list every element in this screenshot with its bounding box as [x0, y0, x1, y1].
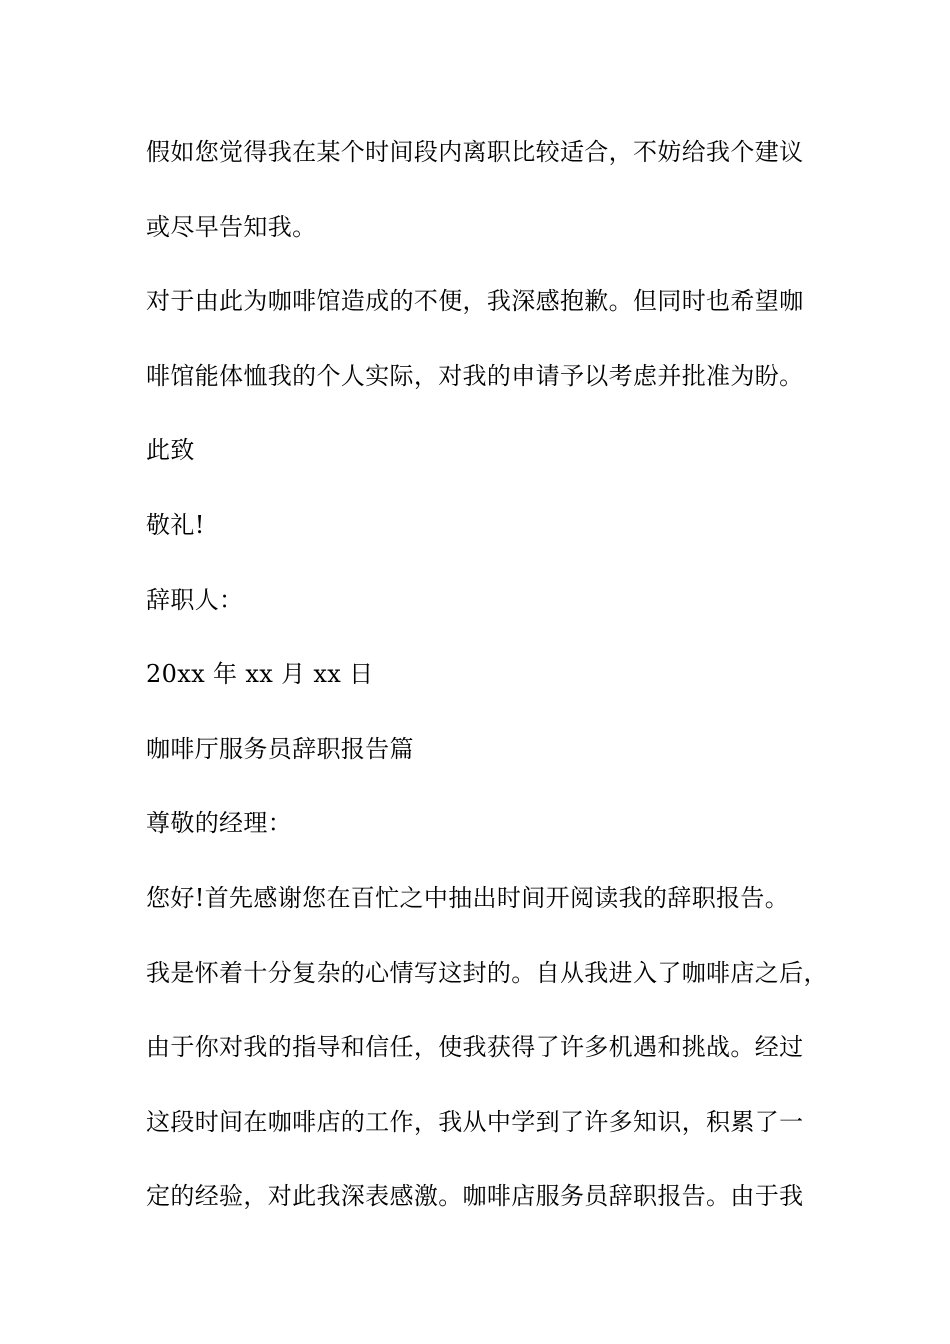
salutation: 尊敬的经理： — [146, 809, 293, 837]
closing-regards: 敬礼! — [146, 511, 205, 539]
text-line: 对于由此为咖啡馆造成的不便，我深感抱歉。但同时也希望咖 — [146, 287, 804, 315]
text-line: 定的经验，对此我深表感激。咖啡店服务员辞职报告。由于我 — [146, 1182, 804, 1210]
signatory-label: 辞职人： — [146, 586, 244, 614]
text-line: 我是怀着十分复杂的心情写这封的。自从我进入了咖啡店之后， — [146, 959, 828, 987]
text-line: 或尽早告知我。 — [146, 213, 317, 241]
text-line: 您好!首先感谢您在百忙之中抽出时间开阅读我的辞职报告。 — [146, 884, 790, 912]
text-line: 啡馆能体恤我的个人实际，对我的申请予以考虑并批准为盼。 — [146, 362, 804, 390]
closing-salutation: 此致 — [146, 436, 195, 464]
text-line: 由于你对我的指导和信任，使我获得了许多机遇和挑战。经过 — [146, 1033, 804, 1061]
date-line: 20xx 年 xx 月 xx 日 — [146, 660, 374, 688]
text-line: 假如您觉得我在某个时间段内离职比较适合，不妨给我个建议 — [146, 138, 804, 166]
text-line: 这段时间在咖啡店的工作，我从中学到了许多知识，积累了一 — [146, 1108, 804, 1136]
section-title: 咖啡厅服务员辞职报告篇 — [146, 735, 414, 763]
